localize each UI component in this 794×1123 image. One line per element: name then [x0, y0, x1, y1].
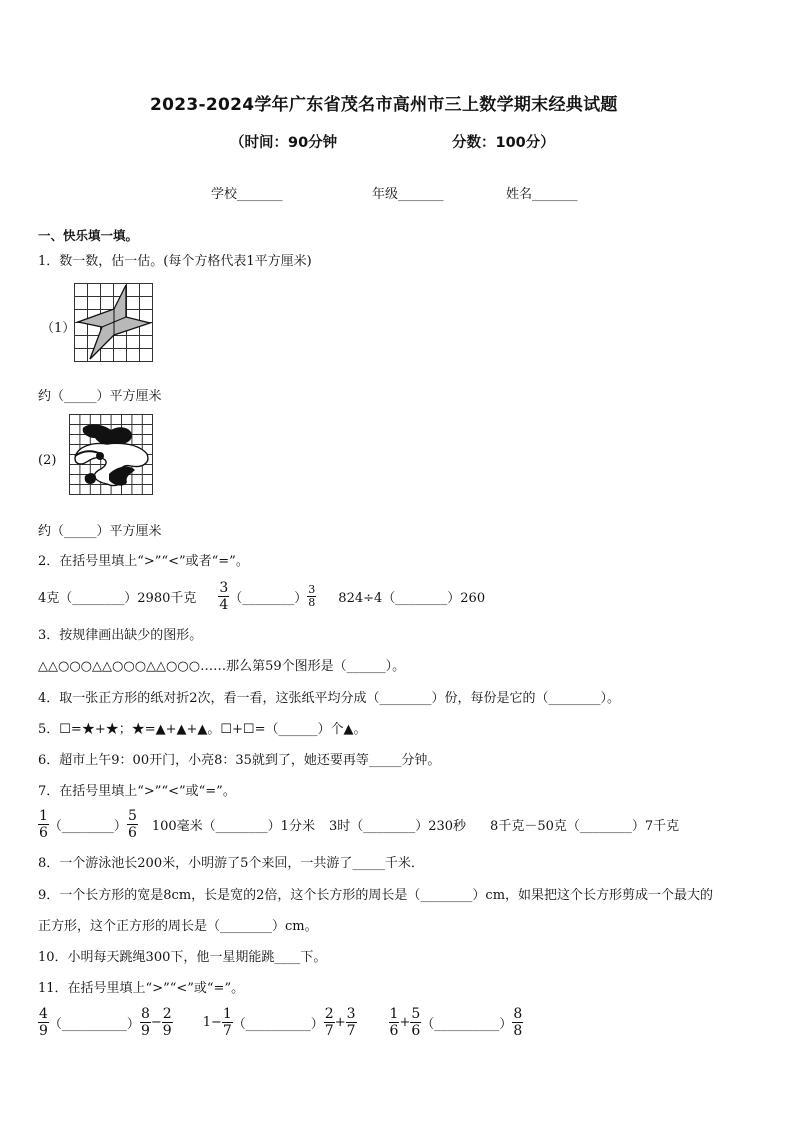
- q2-blank-b: （________）: [229, 590, 308, 606]
- q3-stem: 3．按规律画出缺少的图形。: [38, 628, 203, 643]
- q10-text: 10．小明每天跳绳300下，他一星期能跳____下。: [38, 950, 327, 965]
- q2-stem: 2．在括号里填上“>”“<”或者“=”。: [38, 554, 249, 569]
- q11-a-operator: −: [150, 1014, 162, 1030]
- q1-label-1: （1）: [41, 321, 76, 336]
- q6-text: 6．超市上午9：00开门，小亮8：35就到了，她还要再等_____分钟。: [38, 753, 441, 768]
- q7-items: [38, 804, 679, 844]
- q7-fraction-left: $\frac{1}{6}$: [39, 807, 48, 841]
- q7-fraction-right: $\frac{5}{6}$: [127, 807, 137, 841]
- q4-text: 4．取一张正方形的纸对折2次，看一看，这张纸平均分成（________）份，每份是它的（________）。: [38, 691, 621, 706]
- q11-blank-b: （__________）: [232, 1016, 324, 1032]
- q11-a-fraction-2: $\frac{8}{9}$: [140, 1005, 150, 1039]
- q11-c-fraction-2: $\frac{5}{6}$: [411, 1005, 421, 1039]
- q1-stem: 1．数一数，估一估。(每个方格代表1平方厘米): [38, 254, 312, 269]
- q11-a-fraction-3: $\frac{2}{9}$: [162, 1005, 172, 1039]
- exam-score: 分数：100分）: [452, 135, 555, 151]
- q2-item-c: 824÷4（________）260: [338, 590, 486, 606]
- q11-blank-a: （__________）: [48, 1016, 140, 1032]
- q1-answer-1: 约（_____）平方厘米: [38, 389, 162, 404]
- grade-field: 年级_______: [372, 187, 444, 202]
- q11-blank-c: （__________）: [421, 1016, 513, 1032]
- q7-item-b: 100毫米（________）1分米: [151, 818, 315, 834]
- q11-b-operator: +: [334, 1014, 346, 1030]
- q11-b-fraction-3: $\frac{3}{7}$: [346, 1005, 356, 1039]
- q8-text: 8．一个游泳池长200米，小明游了5个来回，一共游了_____千米．: [38, 856, 424, 871]
- school-field: 学校_______: [211, 187, 283, 202]
- q7-item-d: 8千克－50克（________）7千克: [490, 818, 680, 834]
- q2-items: [38, 577, 485, 615]
- q1-answer-2: 约（_____）平方厘米: [38, 524, 162, 539]
- q11-c-fraction-3: $\frac{8}{8}$: [513, 1005, 523, 1039]
- q11-b-whole: 1−: [202, 1014, 222, 1030]
- exam-title: 2023-2024学年广东省茂名市高州市三上数学期末经典试题: [150, 95, 618, 115]
- q9-line-2: 正方形，这个正方形的周长是（________）cm。: [38, 919, 318, 934]
- q1-label-2: (2): [38, 453, 57, 468]
- q11-c-operator: +: [399, 1014, 411, 1030]
- grid-star-figure: [74, 283, 154, 363]
- q11-items: [38, 1002, 523, 1042]
- q9-line-1: 9．一个长方形的宽是8cm，长是宽的2倍，这个长方形的周长是（________）cm，如果把这个长方形剪成一个最大的: [38, 888, 714, 903]
- q3-sequence: △△○○○△△○○○△△○○○……那么第59个图形是（______）。: [38, 659, 406, 674]
- section-title: 一、快乐填一填。: [38, 228, 139, 243]
- q2-item-a: 4克（________）2980千克: [38, 590, 197, 606]
- q7-item-c: 3时（________）230秒: [328, 818, 467, 834]
- exam-time: （时间：90分钟: [230, 135, 338, 151]
- q11-b-fraction: $\frac{1}{7}$: [222, 1005, 232, 1039]
- q11-stem: 11．在括号里填上“>”“<”或“=”。: [38, 981, 245, 996]
- q2-fraction-right: $\frac{3}{8}$: [308, 582, 316, 609]
- q7-blank-a: （________）: [48, 818, 127, 834]
- q7-stem: 7．在括号里填上“>”“<”或“=”。: [38, 784, 236, 799]
- q5-text: 5．☐=★+★；★=▲+▲+▲。☐+☐=（______）个▲。: [38, 722, 367, 737]
- q11-a-fraction: $\frac{4}{9}$: [39, 1005, 48, 1039]
- q11-c-fraction: $\frac{1}{6}$: [389, 1005, 399, 1039]
- q11-b-fraction-2: $\frac{2}{7}$: [324, 1005, 334, 1039]
- q2-fraction-left: $\frac{3}{4}$: [219, 579, 229, 613]
- grid-blob-figure: [69, 414, 154, 496]
- name-field: 姓名_______: [506, 187, 578, 202]
